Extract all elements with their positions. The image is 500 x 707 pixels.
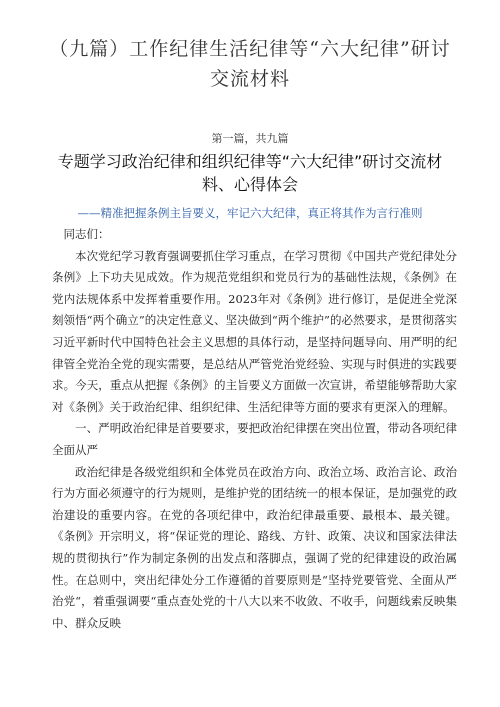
article-title: 专题学习政治纪律和组织纪律等“六大纪律”研讨交流材料、心得体会 [57,152,443,194]
section-label: 第一篇，共九篇 [211,132,289,145]
paragraph: 政治纪律是各级党组织和全体党员在政治方向、政治立场、政治言论、政治行为方面必须遵守的行为规则，是维护党的团结统一的根本保证，是加强党的政治建设的重要内容。在党的各项纪律中，政治纪律最重要、最根本、最关键。《条例》开宗明义，将“保证党的理论、路线、方针、政策、决议和国家法律法规的贯彻执行”作为制定条例的出发点和落脚点，强调了党的纪律建设的政治属性。在总则中，突出纪律处分工作遵循的首要原则是“坚持党要管党、全面从严治党“，着重强调要“重点查处党的十八大以来不收敛、不收手，问题线索反映集中、群众反映 [52,464,457,630]
article-subtitle: ——精准把握条例主旨要义，牢记六大纪律，真正将其作为言行准则 [77,206,423,220]
paragraph: 本次党纪学习教育强调要抓住学习重点，在学习贯彻《中国共产党纪律处分条例》上下功夫见成效。作为规范党组织和党员行为的基础性法规，《条例》在党内法规体系中发挥着重要作用。2023年对《条例》进行修订，是促进全党深刻领悟“两个确立”的决定性意义、坚决做到“两个维护”的必然要求，是贯彻落实习近平新时代中国特色社会主义思想的具体行动，是坚持问题导向、用严明的纪律管全党治全党的现实需要，是总结从严管党治党经验、实现与时俱进的实践要求。今天，重点从把握《条例》的主旨要义方面做一次宣讲，希望能够帮助大家对《条例》关于政治纪律、组织纪律、生活纪律等方面的要求有更深入的理解。 [52,248,457,414]
article-body [52,224,457,634]
salutation: 同志们： [63,227,110,241]
document-main-title: （九篇）工作纪律生活纪律等“六大纪律”研讨交流材料 [49,38,451,90]
section-heading: 一、严明政治纪律是首要要求，要把政治纪律摆在突出位置，带动各项纪律全面从严 [52,421,457,457]
